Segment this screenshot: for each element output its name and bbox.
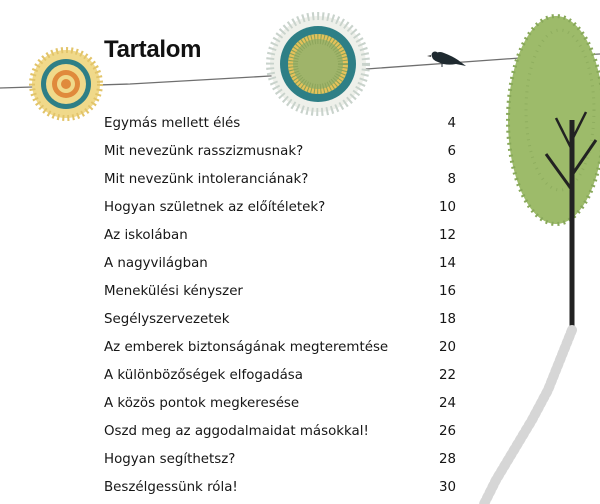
- toc-entry[interactable]: [104, 308, 456, 336]
- toc-entry-page-number: 26: [438, 424, 456, 439]
- toc-entry-title: Mit nevezünk intoleranciának?: [104, 172, 309, 187]
- tree-shadow: [484, 330, 572, 504]
- toc-entry[interactable]: [104, 168, 456, 196]
- toc-entry-title: Menekülési kényszer: [104, 284, 243, 299]
- toc-entry-page-number: 6: [447, 144, 456, 159]
- toc-entry-page-number: 10: [438, 200, 456, 215]
- toc-entry-page-number: 30: [438, 480, 456, 495]
- toc-entry-page-number: 14: [438, 256, 456, 271]
- page-title: Tartalom: [104, 36, 202, 63]
- toc-entry-page-number: 4: [447, 116, 456, 131]
- toc-entry[interactable]: [104, 392, 456, 420]
- tree-icon: [508, 16, 600, 328]
- rosette-wheel-icon: [32, 50, 100, 118]
- toc-entry-title: Oszd meg az aggodalmaidat másokkal!: [104, 424, 369, 439]
- rosette-wheel-icon: [270, 16, 366, 112]
- toc-entry-page-number: 20: [438, 340, 456, 355]
- toc-entry-title: Mit nevezünk rasszizmusnak?: [104, 144, 304, 159]
- toc-entry-page-number: 18: [438, 312, 456, 327]
- toc-entry-title: A nagyvilágban: [104, 256, 208, 271]
- toc-entry-title: Az iskolában: [104, 228, 188, 243]
- toc-entry-title: A közös pontok megkeresése: [104, 396, 300, 411]
- toc-entry-page-number: 8: [447, 172, 456, 187]
- toc-entry[interactable]: [104, 280, 456, 308]
- toc-entry[interactable]: [104, 224, 456, 252]
- toc-entry[interactable]: [104, 336, 456, 364]
- toc-entry[interactable]: [104, 476, 456, 504]
- toc-entry-title: Beszélgessünk róla!: [104, 480, 238, 495]
- toc-entry-title: Hogyan születnek az előítéletek?: [104, 200, 326, 215]
- toc-entry[interactable]: [104, 112, 456, 140]
- toc-entry[interactable]: [104, 448, 456, 476]
- toc-entry-title: Segélyszervezetek: [104, 312, 230, 327]
- toc-entry[interactable]: [104, 140, 456, 168]
- toc-entry-title: A különbözőségek elfogadása: [104, 368, 303, 383]
- toc-entry-title: Az emberek biztonságának megteremtése: [104, 340, 389, 355]
- toc-entry-page-number: 16: [438, 284, 456, 299]
- toc-entry-page-number: 28: [438, 452, 456, 467]
- toc-entry-page-number: 24: [438, 396, 456, 411]
- table-of-contents: [104, 112, 456, 504]
- toc-entry-page-number: 12: [438, 228, 456, 243]
- toc-entry-title: Hogyan segíthetsz?: [104, 452, 236, 467]
- toc-entry[interactable]: [104, 196, 456, 224]
- toc-entry-page-number: 22: [438, 368, 456, 383]
- toc-entry[interactable]: [104, 364, 456, 392]
- toc-entry-title: Egymás mellett élés: [104, 116, 241, 131]
- toc-entry[interactable]: [104, 420, 456, 448]
- toc-entry[interactable]: [104, 252, 456, 280]
